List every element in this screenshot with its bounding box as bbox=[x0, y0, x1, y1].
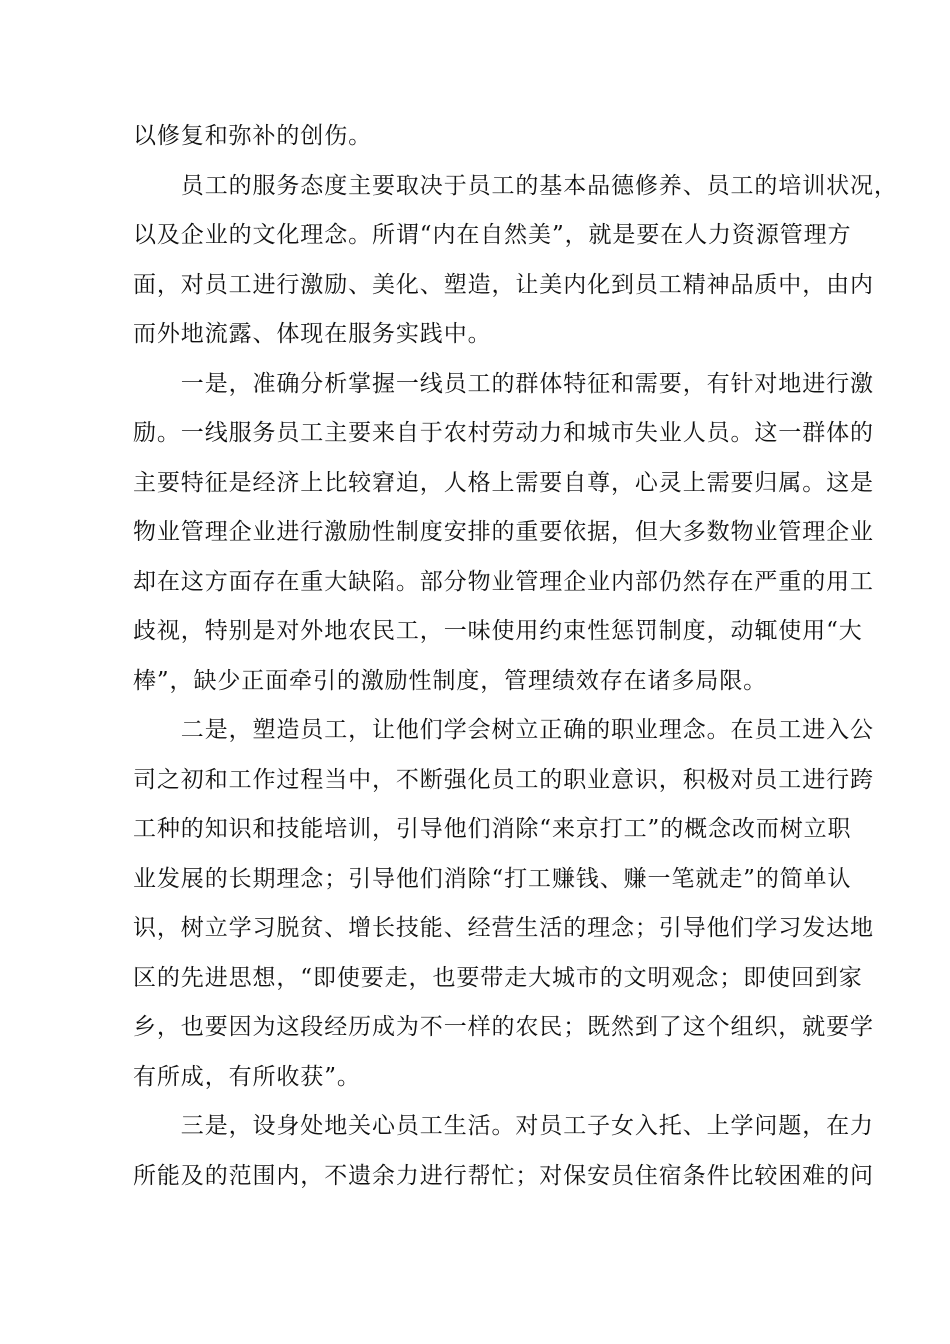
document-body bbox=[133, 112, 898, 1201]
text-line: 区的先进思想，“即使要走，也要带走大城市的文明观念；即使回到家 bbox=[133, 964, 863, 991]
text-line: 识，树立学习脱贫、增长技能、经营生活的理念；引导他们学习发达地 bbox=[133, 915, 874, 941]
paragraph-3 bbox=[133, 360, 874, 707]
text-line: 三是，设身处地关心员工生活。对员工子女入托、上学问题，在力 bbox=[133, 1113, 874, 1139]
text-line: 司之初和工作过程当中，不断强化员工的职业意识，积极对员工进行跨 bbox=[133, 766, 874, 793]
text-line: 乡，也要因为这段经历成为不一样的农民；既然到了这个组织，就要学 bbox=[133, 1014, 874, 1040]
text-line: 歧视，特别是对外地农民工，一味使用约束性惩罚制度，动辄使用“大 bbox=[133, 618, 863, 644]
text-line: 一是，准确分析掌握一线员工的群体特征和需要，有针对地进行激 bbox=[133, 370, 874, 397]
text-line: 二是，塑造员工，让他们学会树立正确的职业理念。在员工进入公 bbox=[133, 717, 874, 743]
paragraph-5 bbox=[133, 1102, 874, 1201]
text-line: 而外地流露、体现在服务实践中。 bbox=[133, 321, 492, 347]
text-line: 以修复和弥补的创伤。 bbox=[133, 123, 372, 149]
text-line: 业发展的长期理念；引导他们消除“打工赚钱、赚一笔就走”的简单认 bbox=[133, 865, 852, 892]
paragraph-2 bbox=[133, 162, 898, 360]
text-line: 员工的服务态度主要取决于员工的基本品德修养、员工的培训状况， bbox=[133, 172, 898, 199]
text-line: 励。一线服务员工主要来自于农村劳动力和城市失业人员。这一群体的 bbox=[133, 420, 874, 446]
text-line: 棒”，缺少正面牵引的激励性制度，管理绩效存在诸多局限。 bbox=[133, 667, 768, 694]
text-line: 却在这方面存在重大缺陷。部分物业管理企业内部仍然存在严重的用工 bbox=[133, 568, 874, 595]
text-line: 所能及的范围内，不遗余力进行帮忙；对保安员住宿条件比较困难的问 bbox=[133, 1162, 874, 1189]
paragraph-1 bbox=[133, 112, 829, 162]
text-line: 面，对员工进行激励、美化、塑造，让美内化到员工精神品质中，由内 bbox=[133, 271, 874, 298]
text-line: 工种的知识和技能培训，引导他们消除“来京打工”的概念改而树立职 bbox=[133, 816, 852, 842]
text-line: 有所成，有所收获”。 bbox=[133, 1063, 361, 1090]
paragraph-4 bbox=[133, 706, 874, 1102]
text-line: 以及企业的文化理念。所谓“内在自然美”，就是要在人力资源管理方 bbox=[133, 222, 852, 248]
text-line: 物业管理企业进行激励性制度安排的重要依据，但大多数物业管理企业 bbox=[133, 519, 874, 545]
text-line: 主要特征是经济上比较窘迫，人格上需要自尊，心灵上需要归属。这是 bbox=[133, 469, 874, 496]
